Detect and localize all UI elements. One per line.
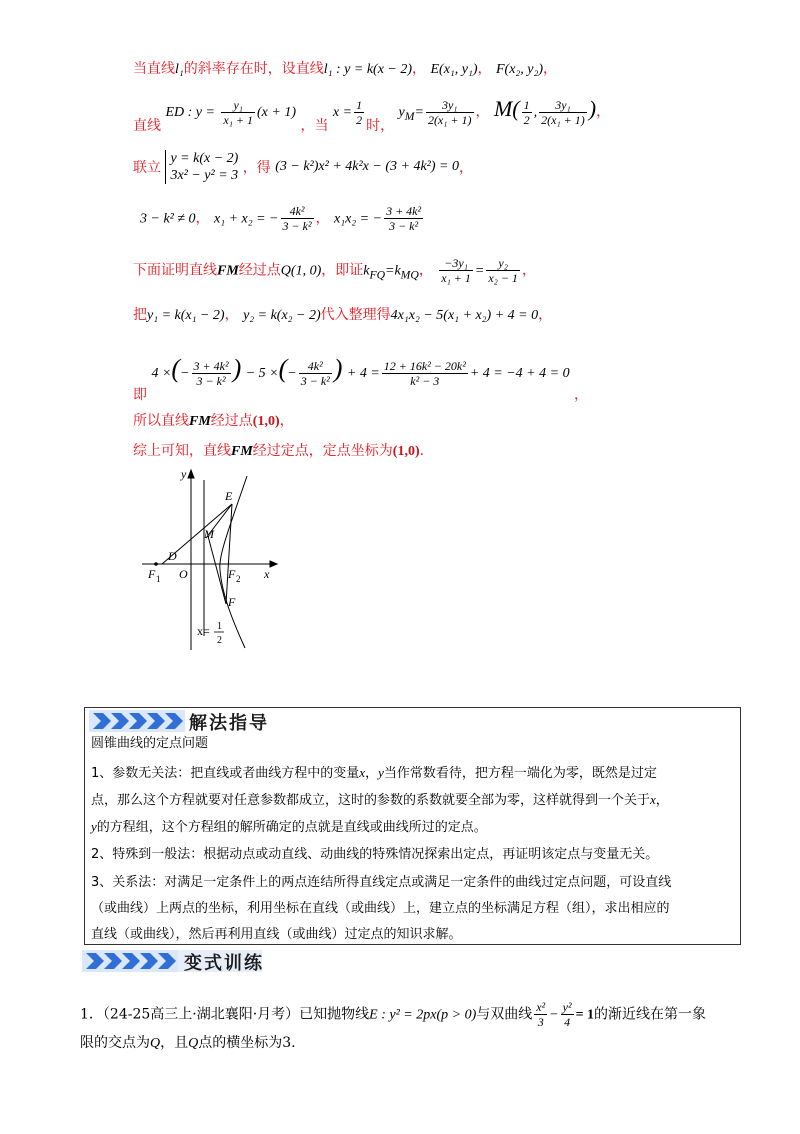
text: . (419, 443, 425, 459)
numerator: y₂ (486, 256, 520, 271)
numerator: 3 + 4k² (193, 358, 229, 373)
math: F(x₂, y₂) (496, 62, 544, 77)
text: 经过点 (238, 262, 281, 279)
fraction (354, 98, 364, 127)
math: 3 − k² ≠ 0 (140, 211, 196, 227)
denominator: x₁ + 1 (223, 112, 254, 127)
text: 把 (133, 307, 147, 323)
text: 当作常数看待，把方程一端化为零，既然是过定 (383, 766, 657, 781)
numerator: 1 (523, 97, 530, 112)
math: k (363, 263, 370, 279)
fraction (221, 98, 255, 127)
text: 点的横坐标为3. (198, 1035, 296, 1051)
text: ， (412, 61, 427, 77)
solution-line-4 (140, 204, 425, 233)
math: , (533, 105, 538, 120)
numerator: −3y₁ (439, 256, 473, 271)
denominator: 2(x₁ + 1) (427, 112, 472, 127)
method-title: 解法指导 (189, 713, 269, 734)
numerator: y² (562, 1000, 572, 1014)
solution-line-3 (133, 150, 473, 184)
label-F1: F (148, 567, 156, 581)
math: E(x₁, y₁) (430, 62, 478, 77)
hyperbola-figure (140, 466, 280, 656)
text: 点，那么这个方程就要对任意参数都成立，这时的参数的系数就要全部为零，这样就得到一个关于 (91, 793, 651, 808)
denominator: x₁ + 1 (441, 271, 471, 285)
math: (3 − k²)x² + 4k²x − (3 + 4k²) = 0 (275, 159, 459, 174)
text: ，当 (300, 118, 329, 134)
solution-line-9 (133, 440, 424, 460)
text: （或曲线）上两点的坐标，利用坐标在直线（或曲线）上，建立点的坐标满足方程（组），求出相应的 (91, 901, 670, 916)
label-F: F (228, 595, 236, 609)
text: 3、关系法：对满足一定条件上的两点连结所得直线定点或满足一定条件的曲线过定点问题，可设直线 (91, 875, 672, 890)
text: 综上可知，直线 (133, 443, 231, 459)
math: y = k(x − 2) (170, 151, 239, 166)
math: ED : y = (165, 105, 215, 120)
line-EF (226, 504, 232, 604)
math: + 4 = (346, 366, 380, 381)
text: 经过点 (210, 413, 253, 429)
math: Q (150, 1036, 161, 1051)
math: 4x₁x₂ − 5(x₁ + x₂) + 4 = 0 (390, 308, 539, 323)
method-paragraph-2: 2、特殊到一般法：根据动点或动直线、动曲线的特殊情况探索出定点，再证明该定点与变量无关。 (91, 847, 659, 862)
denominator: x₂ − 1 (488, 271, 518, 285)
fraction (299, 359, 332, 388)
text: 限的交点为 (80, 1035, 150, 1051)
math: + 4 = −4 + 4 = 0 (469, 366, 570, 381)
method-paragraph-3 (91, 870, 732, 948)
denominator: 3 − k² (282, 219, 312, 233)
text: ， (521, 262, 536, 279)
math: = (474, 263, 485, 279)
label-x-num: 1 (217, 621, 222, 632)
math: − (549, 1007, 559, 1023)
math: k (394, 263, 401, 279)
text: 的斜率存在时，设直线 (183, 61, 324, 77)
math: 3x² − y² = 3 (170, 168, 239, 183)
label-y: y (181, 467, 187, 481)
math: − 5 × (245, 366, 279, 381)
equation-system (165, 150, 238, 184)
method-box (84, 707, 741, 945)
denominator: 3 − k² (300, 373, 330, 388)
chevron-banner-icon (82, 950, 178, 972)
text: 1．（24-25高三上·湖北襄阳·月考）已知抛物线 (80, 1006, 370, 1023)
text: ， (475, 104, 490, 120)
label-x-eq: x= (197, 624, 210, 638)
math: x (650, 792, 656, 807)
text: ，即证 (321, 262, 364, 279)
text: 1、参数无关法：把直线或者曲线方程中的变量 (91, 766, 360, 781)
math: Q(1, 0) (280, 263, 322, 279)
label-E: E (225, 489, 233, 503)
text: ， (538, 307, 553, 323)
denominator: k² − 3 (410, 373, 440, 388)
text: ， (596, 104, 611, 120)
math: y (91, 819, 97, 834)
text: 当直线 (133, 61, 175, 77)
denominator: 2(x₁ + 1) (541, 112, 585, 127)
numerator: 1 (356, 97, 363, 112)
denominator: 4 (564, 1015, 571, 1029)
text: ， (365, 766, 379, 781)
label-F2: F (228, 567, 236, 581)
solution-line-7: 即 4 ×(− $\frac{\text{3 + 4k²}}{\text{3 − k²}}$ ) − 5 ×(− $\frac{\text{4k²}}{\text{3 − k²}}$ ) + 4 = $\frac{\text{12 + 16k² − 20k²}}{\text{k² − 3}}$ + 4 = −4 + 4 = 0 ， (133, 354, 589, 403)
math: M( (493, 96, 520, 121)
text: 代入整理得 (320, 307, 391, 323)
text: ， (458, 160, 473, 176)
practice-title: 变式训练 (184, 953, 264, 974)
math: (x + 1) (257, 105, 297, 120)
fraction (426, 98, 474, 127)
text: 联立 (133, 160, 161, 176)
numerator: 4k² (281, 204, 314, 219)
solution-line-2 (133, 96, 610, 135)
y-axis-arrow (188, 470, 194, 478)
text: 的渐近线在第一象 (594, 1006, 707, 1023)
math: x₁ + x₂ = − (214, 211, 279, 227)
text: 即 (133, 387, 147, 403)
text: 经过定点，定点坐标为 (252, 443, 393, 459)
fraction (539, 98, 587, 127)
math: (1,0) (392, 444, 420, 459)
math: (1,0) (252, 414, 280, 429)
label-x: x (264, 567, 270, 581)
numerator: 3y₁ (426, 98, 474, 113)
question-1-line-2 (80, 1030, 296, 1057)
question-1-line-1 (80, 1000, 706, 1029)
text: 时， (366, 118, 395, 134)
fraction (382, 359, 468, 388)
denominator: 2 (523, 112, 530, 127)
numerator: 3 + 4k² (386, 204, 422, 218)
math: Q (188, 1036, 199, 1051)
solution-line-1 (133, 58, 557, 78)
math: FQ (369, 268, 385, 282)
fraction (281, 204, 314, 233)
denominator: 3 − k² (196, 373, 226, 388)
text: ，得 (242, 160, 271, 176)
solution-line-6 (133, 304, 552, 324)
label-x-den: 2 (217, 635, 222, 646)
point-F1 (154, 562, 158, 566)
denominator: 3 (537, 1015, 544, 1029)
numerator: x² (536, 1000, 546, 1014)
method-paragraph-1 (91, 760, 732, 841)
text: ， (543, 61, 558, 77)
math: x = (332, 105, 353, 120)
text: 的方程组，这个方程组的解所确定的点就是直线或曲线所过的定点。 (96, 820, 487, 835)
math: = (385, 263, 395, 279)
math: 4 × (151, 366, 172, 381)
math: FM (231, 444, 253, 459)
method-subtitle: 圆锥曲线的定点问题 (91, 736, 209, 751)
text: 直线 (133, 118, 161, 134)
math: MQ (400, 268, 419, 282)
hyperbola-branch (220, 476, 247, 648)
chevron-banner-icon (89, 710, 185, 732)
denominator: 2 (356, 112, 363, 127)
text: ， (279, 413, 294, 429)
math: x₁x₂ = − (334, 211, 383, 227)
numerator: 3y₁ (539, 98, 587, 113)
text: ，且 (160, 1035, 189, 1051)
numerator: 4k² (299, 359, 332, 374)
math: ) (588, 96, 597, 121)
math: M (404, 109, 415, 123)
fraction (522, 98, 532, 127)
label-D: D (168, 549, 177, 563)
math: l₁ : y = k(x − 2) (323, 62, 413, 77)
text: ， (477, 61, 492, 77)
label-F2-sub: 2 (236, 574, 241, 584)
math: FM (189, 414, 211, 429)
math: E : y² = 2px(p > 0) (369, 1007, 477, 1023)
math: y₁ = k(x₁ − 2) (147, 308, 225, 323)
label-M: M (204, 527, 214, 541)
text: 下面证明直线 (133, 262, 217, 279)
solution-line-5 (133, 256, 536, 285)
numerator: y₁ (221, 98, 255, 113)
text: ， (655, 793, 669, 808)
math: y (378, 765, 384, 780)
label-O: O (179, 567, 188, 581)
text: 与双曲线 (476, 1006, 533, 1023)
fraction (534, 1000, 547, 1029)
text: ， (195, 210, 210, 227)
denominator: 3 − k² (389, 219, 419, 233)
fraction (561, 1000, 574, 1029)
math: y₂ = k(x₂ − 2) (243, 308, 321, 323)
numerator: 12 + 16k² − 20k² (383, 358, 466, 373)
math: y (398, 105, 405, 120)
math: x (359, 765, 366, 780)
text: 直线（或曲线），然后再利用直线（或曲线）过定点的知识求解。 (91, 927, 462, 942)
solution-line-8 (133, 410, 294, 430)
math: = 1 (575, 1007, 595, 1023)
text: ， (574, 387, 589, 403)
math: FM (217, 263, 239, 279)
text: ， (418, 262, 433, 279)
x-axis-arrow (270, 561, 277, 567)
fraction (486, 256, 520, 285)
text: ， (224, 307, 239, 323)
text: 所以直线 (133, 413, 189, 429)
math: = (414, 105, 424, 120)
label-F1-sub: 1 (156, 574, 161, 584)
text: ， (315, 210, 330, 227)
fraction (439, 256, 473, 285)
fraction (192, 359, 231, 388)
math: l₁ (175, 62, 184, 77)
fraction (384, 204, 423, 233)
